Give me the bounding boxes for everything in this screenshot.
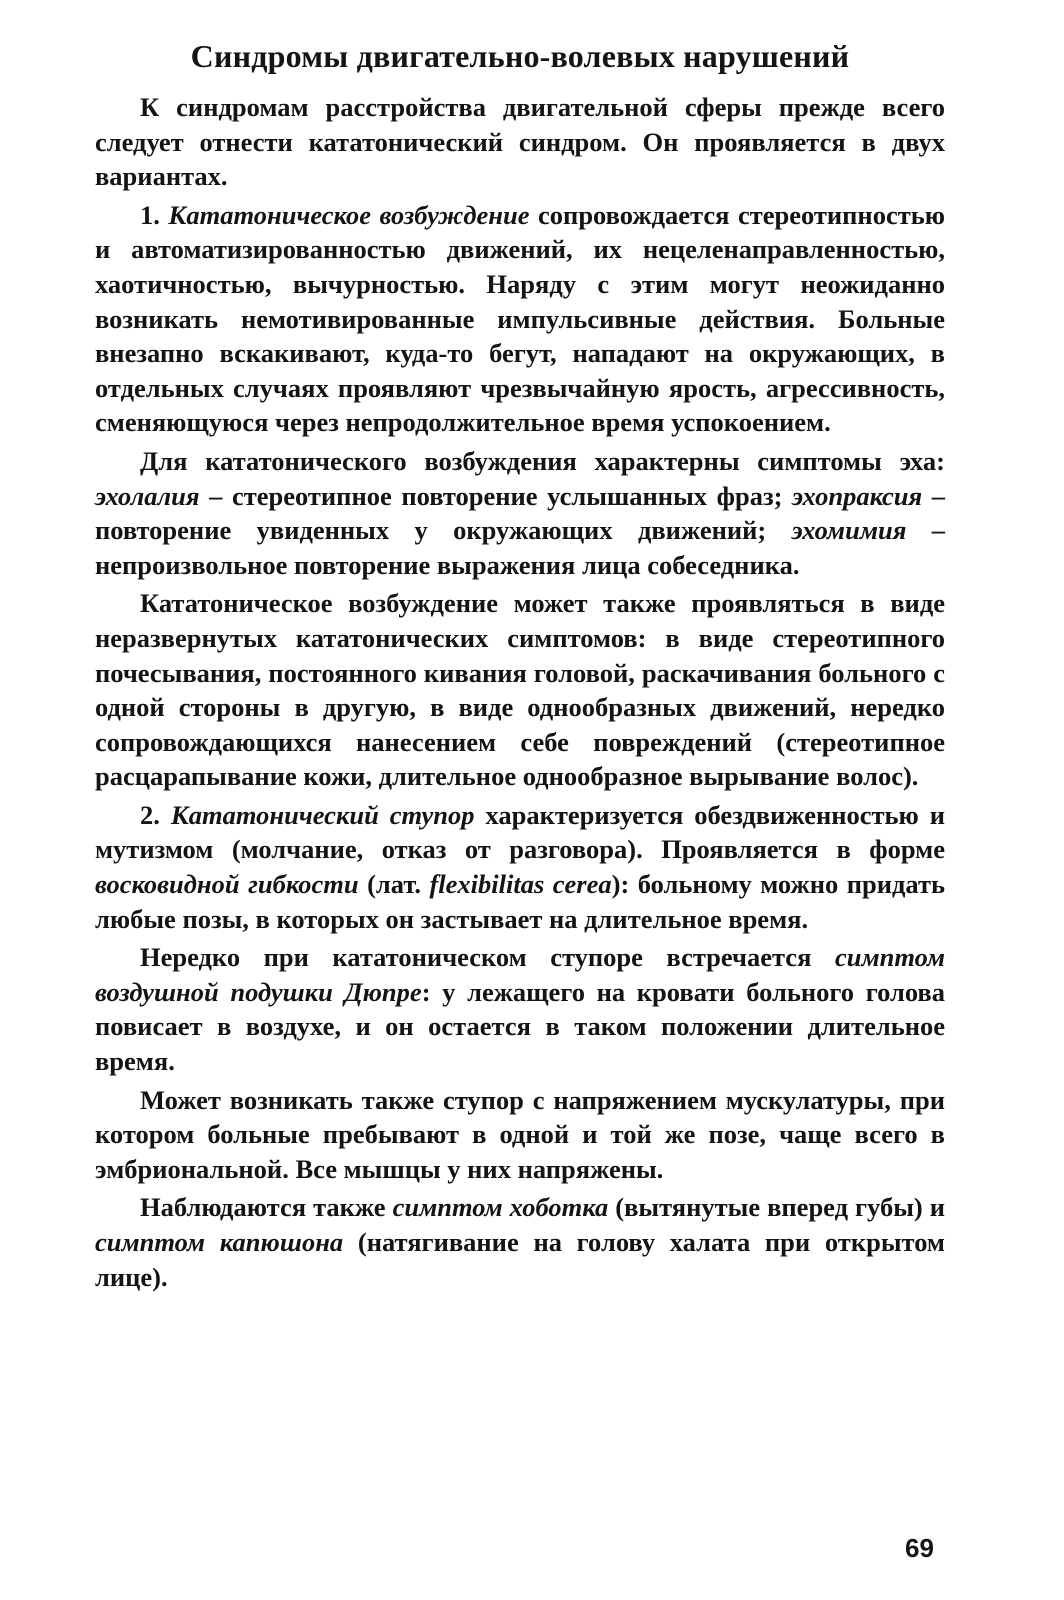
term-echolalia: эхолалия	[95, 480, 200, 511]
term-flexibilitas-cerea: flexibilitas cerea	[429, 869, 612, 900]
text: Нередко при кататоническом ступоре встречается	[140, 942, 835, 973]
term-waxy-flexibility: восковидной гибкости	[95, 869, 359, 900]
text: сопровождается стереотипностью и автоматизированностью движений, их нецеленаправленностью, хаотичностью, вычурностью. Наряду с этим могут неожиданно возникать немотивированные импульсивные действия. Больные внезапно вскакивают, куда-то бегут, нападают на окружающих, в отдельных случаях проявляют чрезвычайную ярость, агрессивность, сменяющуюся через непродолжительное время успокоением.	[95, 199, 945, 438]
paragraph-proboscis-hood	[95, 1190, 945, 1294]
list-number: 1.	[140, 199, 169, 230]
text: (натягивание на голову халата при открытом лице).	[95, 1227, 945, 1292]
list-number: 2.	[140, 799, 171, 830]
term-proboscis-symptom: симптом хоботка	[392, 1192, 609, 1223]
text: (лат.	[358, 869, 430, 900]
paragraph-undeveloped-symptoms	[95, 586, 945, 794]
page-content	[95, 30, 945, 1298]
text: – непроизвольное повторение выражения лица собеседника.	[95, 515, 946, 580]
bold-term: кататонический синдром	[308, 126, 621, 157]
text: ): больному можно придать любые позы, в которых он застывает на длительное время.	[95, 869, 945, 934]
paragraph-echo-symptoms	[95, 444, 945, 582]
text: . Он проявляется в двух вариантах.	[95, 126, 945, 192]
section-title: Синдромы двигательно-волевых нарушений	[190, 38, 850, 74]
text: – стереотипное повторение услышанных фраз;	[199, 480, 793, 511]
page-number: 69	[905, 1533, 934, 1563]
text: К синдромам расстройства двигательной сферы прежде всего следует отнести	[95, 92, 945, 157]
text: Для кататонического возбуждения характерны симптомы эха:	[140, 445, 945, 476]
text: характеризуется обездвиженностью и мутизмом (молчание, отказ от разговора). Проявляется в форме	[95, 799, 946, 865]
paragraph-catatonic-excitation	[95, 198, 945, 440]
text: : у лежащего на кровати больного голова повисает в воздухе, и он остается в таком положении длительное время.	[95, 976, 945, 1077]
paragraph-muscle-stupor	[95, 1083, 945, 1187]
term-catatonic-excitation: Кататоническое возбуждение	[168, 199, 530, 230]
text: Может возникать также ступор с напряжением мускулатуры, при котором больные пребывают в одной и той же позе, чаще всего в эмбриональной. Все мышцы у них напряжены.	[95, 1084, 945, 1184]
term-echopraxia: эхопраксия	[792, 480, 923, 511]
term-echomimia: эхомимия	[791, 515, 907, 546]
paragraph-catatonic-stupor	[95, 798, 945, 936]
text: – повторение увиденных у окружающих движений;	[95, 480, 946, 546]
term-hood-symptom: симптом капюшона	[95, 1227, 344, 1257]
term-catatonic-stupor: Кататонический ступор	[170, 799, 475, 830]
paragraph-intro	[95, 90, 945, 194]
text: (вытянутые вперед губы) и	[608, 1192, 945, 1223]
paragraph-dupre-symptom	[95, 940, 945, 1078]
text: Наблюдаются также	[140, 1192, 393, 1223]
term-dupre-pillow: симптом воздушной подушки Дюпре	[95, 942, 945, 1007]
text: Кататоническое возбуждение может также проявляться в виде неразвернутых кататонических симптомов: в виде стереотипного почесывания, постоянного кивания головой, раскачивания больного с одной стороны в другую, в виде однообразных движений, нередко сопровождающихся нанесением себе повреждений (стереотипное расцарапывание кожи, длительное однообразное вырывание волос).	[95, 588, 945, 792]
